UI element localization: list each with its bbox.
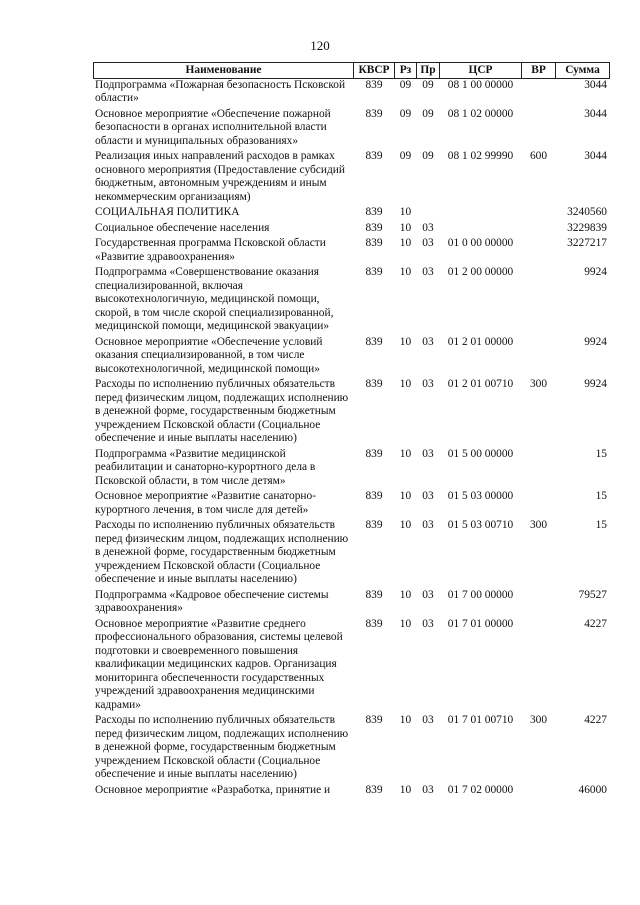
cell-amount: 3044 xyxy=(584,150,607,162)
cell-pr: 03 xyxy=(422,490,434,502)
cell-amount: 9924 xyxy=(584,335,607,348)
cell-pr: 09 xyxy=(422,78,434,91)
cell-rz: 10 xyxy=(399,617,412,630)
cell-rz: 09 xyxy=(399,150,412,162)
table-row xyxy=(94,266,610,336)
cell-rz: 09 xyxy=(399,107,412,120)
cell-vr xyxy=(522,490,556,519)
cell-amount: 3240560 xyxy=(567,206,607,218)
table-row xyxy=(94,378,610,448)
cell-amount: 3044 xyxy=(584,107,607,120)
cell-name: Расходы по исполнению публичных обязательств перед физическим лицом, подлежащих исполнению в денежной форме, государственным бюджетным учреждением Псковской области (Социальное обеспечение и иные выплаты населению) xyxy=(95,378,349,444)
table-row xyxy=(94,150,610,206)
cell-rz: 10 xyxy=(399,206,412,218)
cell-rz: 10 xyxy=(399,378,412,390)
cell-pr: 03 xyxy=(422,266,434,278)
cell-pr: 03 xyxy=(422,335,434,348)
cell-vr xyxy=(522,336,556,379)
cell-amount: 3044 xyxy=(584,78,607,91)
cell-csr xyxy=(440,206,522,222)
header-kvsr: КВСР xyxy=(354,63,395,79)
cell-vr xyxy=(522,78,556,108)
cell-kvsr: 839 xyxy=(365,588,383,601)
cell-csr: 01 5 03 00710 xyxy=(447,519,514,531)
cell-kvsr: 839 xyxy=(365,783,383,796)
cell-kvsr: 839 xyxy=(365,107,383,120)
cell-kvsr: 839 xyxy=(365,221,383,234)
cell-kvsr: 839 xyxy=(365,237,383,249)
cell-pr: 03 xyxy=(422,237,434,249)
cell-pr: 03 xyxy=(422,714,434,726)
cell-name: Подпрограмма «Пожарная безопасность Псковской области» xyxy=(95,78,346,104)
cell-kvsr: 839 xyxy=(365,335,383,348)
cell-vr: 600 xyxy=(529,150,548,162)
header-pr: Пр xyxy=(417,63,440,79)
cell-name: Подпрограмма «Совершенствование оказания специализированной, включая высокотехнологичную, медицинской помощи, скорой, в том числе скорой специализированной, медицинской помощи, медицинской эвакуации» xyxy=(95,266,334,332)
cell-vr: 300 xyxy=(529,519,548,531)
cell-name: СОЦИАЛЬНАЯ ПОЛИТИКА xyxy=(95,206,240,218)
cell-amount: 15 xyxy=(595,490,607,502)
cell-name: Основное мероприятие «Разработка, принятие и xyxy=(95,783,331,796)
table-row xyxy=(94,784,610,800)
cell-amount: 9924 xyxy=(584,378,607,390)
cell-name: Расходы по исполнению публичных обязательств перед физическим лицом, подлежащих исполнению в денежной форме, государственным бюджетным учреждением Псковской области (Социальное обеспечение и иные выплаты населению) xyxy=(95,714,349,780)
cell-rz: 10 xyxy=(399,221,412,234)
cell-amount: 4227 xyxy=(584,714,607,726)
cell-kvsr: 839 xyxy=(365,266,383,278)
cell-rz: 09 xyxy=(399,78,412,91)
cell-csr: 01 2 00 00000 xyxy=(447,266,514,278)
cell-kvsr: 839 xyxy=(365,206,383,218)
cell-csr: 01 7 00 00000 xyxy=(447,588,514,601)
cell-pr: 09 xyxy=(422,107,434,120)
cell-pr: 03 xyxy=(422,519,434,531)
cell-amount: 3229839 xyxy=(567,221,607,234)
cell-pr xyxy=(417,206,440,222)
cell-csr: 01 2 01 00000 xyxy=(447,335,514,348)
cell-rz: 10 xyxy=(399,519,412,531)
cell-csr: 01 5 00 00000 xyxy=(447,447,514,460)
cell-csr: 01 7 02 00000 xyxy=(447,783,514,796)
cell-amount: 46000 xyxy=(578,783,607,796)
header-vr: ВР xyxy=(522,63,556,79)
header-amount: Сумма xyxy=(556,63,610,79)
cell-amount: 15 xyxy=(595,519,607,531)
cell-kvsr: 839 xyxy=(365,617,383,630)
cell-kvsr: 839 xyxy=(365,150,383,162)
table-row xyxy=(94,78,610,108)
cell-kvsr: 839 xyxy=(365,447,383,460)
page-number: 120 xyxy=(310,38,330,53)
cell-rz: 10 xyxy=(399,237,412,249)
table-row xyxy=(94,519,610,589)
cell-vr: 300 xyxy=(529,714,548,726)
header-rz: Рз xyxy=(395,63,417,79)
cell-kvsr: 839 xyxy=(365,490,383,502)
cell-csr: 01 7 01 00000 xyxy=(447,617,514,630)
table-row xyxy=(94,448,610,491)
cell-csr: 01 5 03 00000 xyxy=(447,490,514,502)
cell-vr xyxy=(522,222,556,238)
cell-amount: 79527 xyxy=(578,588,607,601)
cell-pr: 03 xyxy=(422,617,434,630)
cell-pr: 03 xyxy=(422,378,434,390)
cell-amount: 3227217 xyxy=(567,237,607,249)
cell-amount: 4227 xyxy=(584,617,607,630)
cell-csr xyxy=(440,222,522,238)
cell-rz: 10 xyxy=(399,714,412,726)
cell-vr xyxy=(522,589,556,618)
cell-vr xyxy=(522,448,556,491)
cell-csr: 08 1 02 00000 xyxy=(447,107,514,120)
cell-vr xyxy=(522,266,556,336)
cell-pr: 03 xyxy=(422,221,434,234)
cell-csr: 08 1 00 00000 xyxy=(447,78,514,91)
cell-rz: 10 xyxy=(399,490,412,502)
cell-rz: 10 xyxy=(399,335,412,348)
table-row xyxy=(94,589,610,618)
cell-rz: 10 xyxy=(399,266,412,278)
cell-pr: 03 xyxy=(422,447,434,460)
cell-csr: 01 2 01 00710 xyxy=(447,378,514,390)
cell-name: Государственная программа Псковской области «Развитие здравоохранения» xyxy=(95,237,326,263)
table-header-row xyxy=(94,63,610,79)
cell-rz: 10 xyxy=(399,783,412,796)
cell-name: Подпрограмма «Развитие медицинской реабилитации и санаторно-курортного дела в Псковской области, в том числе детям» xyxy=(95,447,316,487)
table-row xyxy=(94,336,610,379)
cell-vr xyxy=(522,618,556,715)
cell-name: Реализация иных направлений расходов в рамках основного мероприятия (Предоставление субсидий бюджетным, автономным учреждениям и иным некоммерческим организациям) xyxy=(95,150,345,203)
cell-vr xyxy=(522,206,556,222)
cell-pr: 09 xyxy=(422,150,434,162)
cell-pr: 03 xyxy=(422,588,434,601)
cell-name: Расходы по исполнению публичных обязательств перед физическим лицом, подлежащих исполнению в денежной форме, государственным бюджетным учреждением Псковской области (Социальное обеспечение и иные выплаты населению) xyxy=(95,519,349,585)
budget-table xyxy=(93,62,610,799)
cell-name: Основное мероприятие «Развитие санаторно-курортного лечения, в том числе для детей» xyxy=(95,490,316,516)
table-row xyxy=(94,618,610,715)
cell-name: Основное мероприятие «Обеспечение условий оказания специализированной, в том числе высокотехнологичной, медицинской помощи» xyxy=(95,335,323,375)
header-name: Наименование xyxy=(94,63,354,79)
cell-rz: 10 xyxy=(399,447,412,460)
table-row xyxy=(94,237,610,266)
cell-csr: 01 0 00 00000 xyxy=(447,237,514,249)
cell-name: Основное мероприятие «Развитие среднего профессионального образования, системы целевой подготовки и своевременного повышения квалификации медицинских кадров. Организация мониторинга обеспеченности государственных учреждений здравоохранения медицинскими кадрами» xyxy=(95,617,343,711)
cell-kvsr: 839 xyxy=(365,378,383,390)
cell-name: Подпрограмма «Кадровое обеспечение системы здравоохранения» xyxy=(95,588,329,614)
cell-kvsr: 839 xyxy=(365,519,383,531)
table-row xyxy=(94,108,610,151)
cell-amount: 15 xyxy=(595,447,607,460)
cell-name: Социальное обеспечение населения xyxy=(95,221,270,234)
table-row xyxy=(94,206,610,222)
cell-vr xyxy=(522,237,556,266)
table-body xyxy=(94,78,610,799)
header-csr: ЦСР xyxy=(440,63,522,79)
cell-rz: 10 xyxy=(399,588,412,601)
cell-kvsr: 839 xyxy=(365,78,383,91)
cell-kvsr: 839 xyxy=(365,714,383,726)
cell-csr: 08 1 02 99990 xyxy=(447,150,514,162)
cell-amount: 9924 xyxy=(584,266,607,278)
table-row xyxy=(94,714,610,784)
cell-vr xyxy=(522,108,556,151)
cell-csr: 01 7 01 00710 xyxy=(447,714,514,726)
table-row xyxy=(94,222,610,238)
cell-pr: 03 xyxy=(422,783,434,796)
cell-vr: 300 xyxy=(529,378,548,390)
cell-name: Основное мероприятие «Обеспечение пожарной безопасности в органах исполнительной власти области и муниципальных образованиях» xyxy=(95,107,331,147)
table-row xyxy=(94,490,610,519)
cell-vr xyxy=(522,784,556,800)
